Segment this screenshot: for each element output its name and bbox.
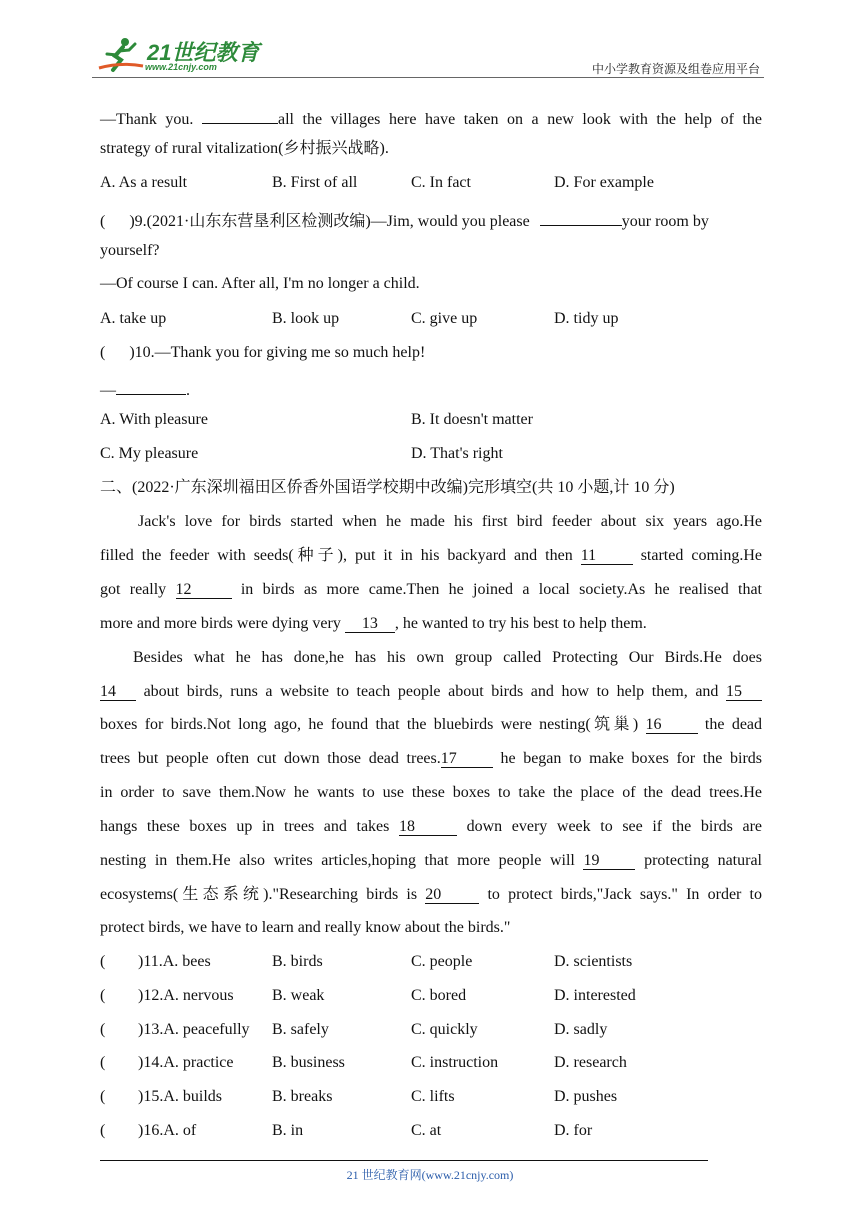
q9-line-3: —Of course I can. After all, I'm no longer a child.	[100, 275, 420, 292]
cloze-q13-option-b: B. safely	[272, 1021, 329, 1038]
cloze-q16-option-b: B. in	[272, 1122, 304, 1139]
passage-p2-line-2: 14 about birds, runs a website to teach people about birds and how to help them, and 15	[100, 682, 762, 702]
q9-line-1: ( )9.(2021·山东东营垦利区检测改编)—Jim, would you please your room by	[100, 207, 762, 232]
footer-text: 21 世纪教育网(www.21cnjy.com)	[346, 1168, 514, 1182]
cloze-q16-option-c: C. at	[411, 1122, 442, 1139]
q9-option-c: C. give up	[411, 310, 478, 327]
blank-16[interactable]: 16	[646, 715, 698, 734]
q9-line-2: yourself?	[100, 242, 160, 259]
cloze-q12-option-a: )12.A. nervous	[138, 987, 234, 1004]
q8-answer-blank[interactable]	[202, 105, 278, 124]
q10-option-c: C. My pleasure	[100, 445, 199, 462]
blank-11[interactable]: 11	[581, 546, 633, 565]
q8-option-c: C. In fact	[411, 174, 471, 191]
blank-14[interactable]: 14	[100, 682, 136, 701]
q10-option-b: B. It doesn't matter	[411, 411, 533, 428]
q10-line-2: — .	[100, 376, 190, 401]
passage-p1-line-1: Jack's love for birds started when he made his first bird feeder about six years ago.He	[138, 513, 762, 530]
blank-17[interactable]: 17	[441, 749, 493, 768]
cloze-q15-option-b: B. breaks	[272, 1088, 333, 1105]
cloze-q11-option-a: )11.A. bees	[138, 953, 211, 970]
passage-p2-line-1: Besides what he has done,he has his own group called Protecting Our Birds.He does	[133, 649, 762, 666]
passage-p2-line-6: hangs these boxes up in trees and takes 18 down every week to see if the birds are	[100, 818, 763, 835]
cloze-q11-paren[interactable]: (	[100, 953, 106, 970]
q9-answer-blank[interactable]	[540, 207, 622, 226]
cloze-q14-option-b: B. business	[272, 1054, 345, 1071]
cloze-q13-paren[interactable]: (	[100, 1021, 106, 1038]
q10-line-1: ( )10.—Thank you for giving me so much help!	[100, 344, 426, 361]
q8-option-a: A. As a result	[100, 174, 188, 191]
q9-option-d: D. tidy up	[554, 310, 619, 327]
section-2-title: 二、(2022·广东深圳福田区侨香外国语学校期中改编)完形填空(共 10 小题,计 10 分)	[100, 479, 675, 496]
passage-p2-line-5: in order to save them.Now he wants to use these boxes to take the place of the dead trees.He	[100, 784, 762, 801]
q9-option-b: B. look up	[272, 310, 340, 327]
blank-20[interactable]: 20	[425, 885, 479, 904]
passage-p1-line-2: filled the feeder with seeds(种子), put it in his backyard and then 11 started coming.He	[100, 547, 762, 564]
q8-option-b: B. First of all	[272, 174, 358, 191]
cloze-q16-option-d: D. for	[554, 1122, 593, 1139]
q10-option-a: A. With pleasure	[100, 411, 208, 428]
passage-p1-line-4: more and more birds were dying very 13 , he wanted to try his best to help them.	[100, 615, 647, 632]
q10-answer-blank[interactable]	[116, 376, 186, 395]
logo-text: 21世纪教育	[147, 40, 260, 65]
cloze-q14-option-a: )14.A. practice	[138, 1054, 234, 1071]
cloze-q12-paren[interactable]: (	[100, 987, 106, 1004]
platform-tagline: 中小学教育资源及组卷应用平台	[591, 62, 760, 76]
cloze-q11-option-d: D. scientists	[554, 953, 633, 970]
cloze-q16-paren[interactable]: (	[100, 1122, 106, 1139]
cloze-q11-option-b: B. birds	[272, 953, 323, 970]
cloze-q12-option-b: B. weak	[272, 987, 325, 1004]
logo-url: www.21cnjy.com	[145, 62, 217, 72]
blank-19[interactable]: 19	[583, 851, 635, 870]
blank-12[interactable]: 12	[176, 580, 232, 599]
blank-15[interactable]: 15	[726, 682, 762, 701]
q8-line-1: —Thank you. all the villages here have taken on a new look with the help of the	[100, 105, 762, 130]
page-header	[95, 30, 765, 80]
cloze-q14-option-d: D. research	[554, 1054, 627, 1071]
q10-option-d: D. That's right	[411, 445, 503, 462]
blank-18[interactable]: 18	[399, 817, 457, 836]
cloze-q13-option-c: C. quickly	[411, 1021, 478, 1038]
cloze-q16-option-a: )16.A. of	[138, 1122, 197, 1139]
passage-p2-line-7: nesting in them.He also writes articles,hoping that more people will 19 protecting natural	[100, 852, 763, 869]
cloze-q15-option-a: )15.A. builds	[138, 1088, 222, 1105]
cloze-q11-option-c: C. people	[411, 953, 473, 970]
passage-p2-line-9: protect birds, we have to learn and really know about the birds."	[100, 919, 511, 936]
header-divider	[92, 77, 764, 78]
q9-option-a: A. take up	[100, 310, 167, 327]
runner-logo-icon	[97, 36, 145, 74]
footer-divider	[100, 1160, 708, 1161]
cloze-q15-paren[interactable]: (	[100, 1088, 106, 1105]
passage-p2-line-3: boxes for birds.Not long ago, he found that the bluebirds were nesting(筑巢) 16 the dead	[100, 716, 763, 733]
cloze-q14-option-c: C. instruction	[411, 1054, 499, 1071]
passage-p1-line-3: got really 12 in birds as more came.Then he joined a local society.As he realised that	[100, 581, 763, 598]
q8-line-2: strategy of rural vitalization(乡村振兴战略).	[100, 140, 389, 157]
cloze-q12-option-d: D. interested	[554, 987, 636, 1004]
passage-p2-line-8: ecosystems(生态系统)."Researching birds is 20 to protect birds,"Jack says." In order to	[100, 886, 763, 903]
blank-13[interactable]: 13	[345, 614, 395, 633]
cloze-q14-paren[interactable]: (	[100, 1054, 106, 1071]
cloze-q12-option-c: C. bored	[411, 987, 467, 1004]
q8-option-d: D. For example	[554, 174, 654, 191]
cloze-q15-option-d: D. pushes	[554, 1088, 618, 1105]
cloze-q13-option-d: D. sadly	[554, 1021, 608, 1038]
passage-p2-line-4: trees but people often cut down those dead trees.17 he began to make boxes for the birds	[100, 750, 763, 767]
cloze-q15-option-c: C. lifts	[411, 1088, 455, 1105]
cloze-q13-option-a: )13.A. peacefully	[138, 1021, 250, 1038]
site-logo	[95, 34, 260, 74]
